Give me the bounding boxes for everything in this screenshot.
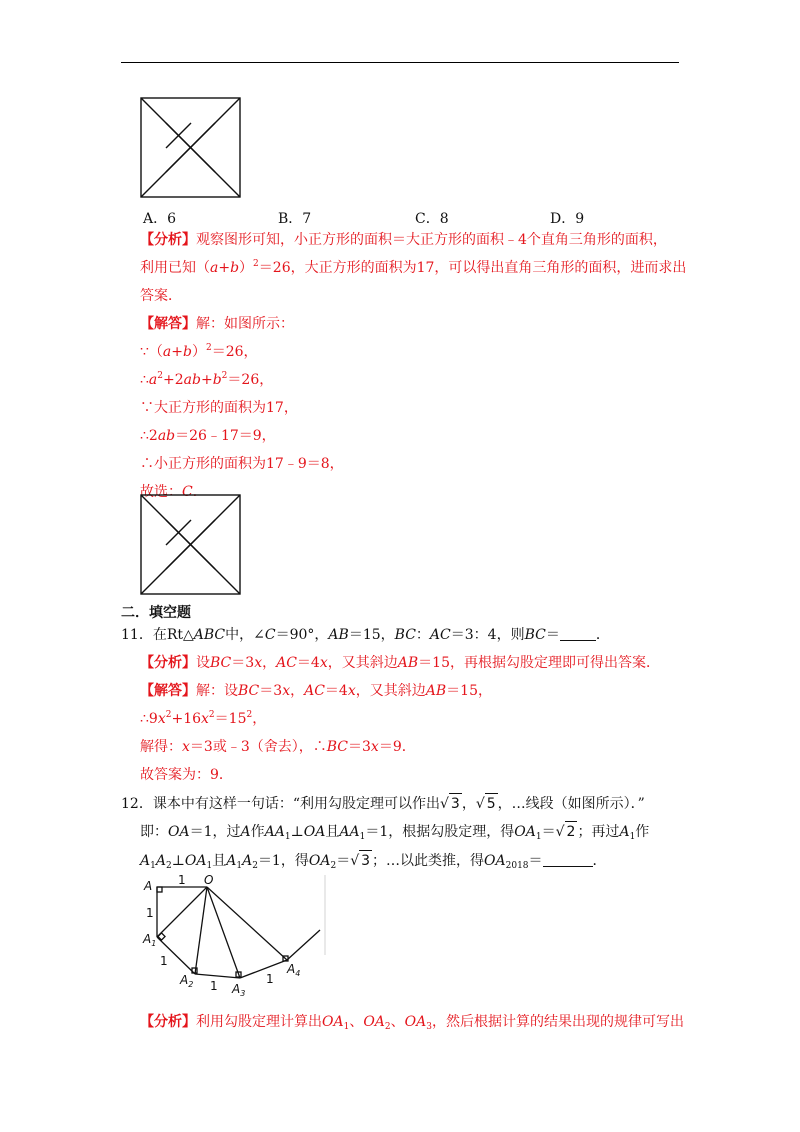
label-a: A [144,879,153,893]
analysis-line-3 [140,286,182,306]
var: AC [276,655,297,671]
label-one-top: 1 [178,873,186,887]
var: OA [322,1014,344,1030]
text: ；…以此类推，得 [372,853,485,869]
solution-tag: 【解答】 [140,683,196,699]
section-heading: 二．填空题 [121,605,191,621]
text: ，又其斜边 [327,655,398,671]
text: 且 [212,853,227,869]
var: a [148,372,158,388]
subscript: 1 [359,832,366,842]
text: 、 [390,1014,405,1030]
text: 故答案为：9． [140,767,233,783]
label-one-a1a2: 1 [160,954,168,968]
var: AC [304,683,325,699]
text: 、 [349,1014,364,1030]
subscript: 2 [252,861,258,871]
q11-solution-line-2 [140,709,266,729]
text: ∴ [140,372,149,388]
var: OA [404,1014,427,1030]
sqrt-3b: √ 3 [350,850,372,871]
var: C [264,627,276,643]
var: x [319,655,328,671]
exponent: 2 [157,371,164,381]
text: ＝3：4，则 [450,627,525,643]
var: A [242,853,253,869]
text: 设 [196,655,210,671]
analysis-tag: 【分析】 [140,232,196,248]
var: x [282,683,291,699]
subscript: 2 [165,861,172,871]
var: a+b [162,344,192,360]
var: OA [308,853,331,869]
text: 中，∠ [225,627,265,643]
var: BC [394,627,416,643]
header-rule [121,62,679,63]
question-number: 12． [121,796,153,812]
var: b [212,372,222,388]
q11-solution-line-1 [140,681,492,701]
text: ， [290,683,305,699]
subscript: 1 [535,832,542,842]
radicand: 3 [449,793,462,814]
var: OA [363,1014,385,1030]
var: x [254,655,263,671]
text: ＝15， [446,683,492,699]
analysis-text: 观察图形可知，小正方形的面积＝大正方形的面积﹣4个直角三角形的面积， [196,232,667,248]
q11-question [121,625,610,645]
q12-line-3 [140,850,607,871]
var: x [347,683,356,699]
radicand: 3 [359,850,372,871]
text: ，…线段（如图所示）．” [497,796,645,812]
text: ＝3 [348,739,371,755]
var: A [155,853,166,869]
text: ＝1，过 [189,824,241,840]
q12-line-1 [121,793,645,814]
text: ＝3 [259,683,283,699]
text: ＝ [528,853,543,869]
analysis-tag: 【分析】 [140,655,196,671]
text: ＝26﹣17＝9， [175,428,276,444]
exponent: 2 [208,710,215,720]
var: x [182,739,190,755]
var: AB [397,655,419,671]
subscript: 1 [629,832,636,842]
label-one-left: 1 [146,906,154,920]
var: BC [210,655,232,671]
radicand: 5 [485,793,498,814]
var: OA [184,853,207,869]
answer-blank[interactable] [543,852,593,867]
exponent: 2 [205,343,212,353]
text: ，又其斜边 [355,683,426,699]
solution-tag: 【解答】 [140,316,196,332]
text: ＝ [541,824,556,840]
text: ＝26， [211,344,258,360]
var: x [370,739,379,755]
answer-blank[interactable] [560,626,596,641]
text: ＝26， [227,372,274,388]
var: ABC [193,627,226,643]
solution-line-3 [140,370,273,390]
subscript: 1 [150,861,156,871]
analysis-line-2 [140,258,686,278]
text: ；再过 [577,824,620,840]
sqrt-2: √ 2 [556,821,578,842]
text: 解：设 [196,683,238,699]
text: ＝15， [348,627,395,643]
text: ⊥ [290,824,304,840]
q11-solution-line-3 [140,737,416,757]
text: 作 [250,824,265,840]
option-d[interactable]: D．9 [550,211,585,227]
label-o: O [204,873,214,887]
text: ＝4 [296,655,320,671]
text: ． [595,627,610,643]
pinwheel-figure-bottom [140,494,242,596]
q11-analysis [140,653,660,673]
analysis-tag: 【分析】 [140,1014,196,1030]
text: ＝3 [231,655,255,671]
label-a1: $A_1$ [143,932,157,948]
subscript: 1 [236,861,243,871]
label-a2: $A_2$ [180,973,194,989]
text: +16 [171,711,202,727]
text: ＝15 [214,711,247,727]
analysis-line-1 [140,230,667,250]
text: 解得： [140,739,182,755]
var: OA [168,824,190,840]
label-a3: $A_3$ [232,982,246,998]
var: x [201,711,209,727]
solution-line-1 [140,314,294,334]
var: BC [326,739,348,755]
subscript: 1 [343,1022,350,1032]
pinwheel-figure-top [140,97,242,199]
text: ∴小正方形的面积为17﹣9＝8， [140,456,344,472]
q12-line-2 [140,821,649,842]
var: A [140,853,151,869]
text: 故选： [140,484,182,500]
var: AB [328,627,349,643]
sqrt-3: √ 3 [440,793,462,814]
text: ＝4 [324,683,348,699]
text: ＝9． [378,739,416,755]
label-one-a3a4: 1 [266,972,274,986]
text: ． [192,484,207,500]
var: AC [429,627,451,643]
var: AA [264,824,285,840]
text: 课本中有这样一句话：“利用勾股定理可以作出 [152,796,440,812]
subscript: 2018 [505,861,529,871]
text: ＝1，得 [257,853,309,869]
option-a[interactable]: A．6 [143,211,177,227]
subscript: 2 [330,861,337,871]
text: + [200,372,213,388]
exponent: 2 [253,259,259,269]
label-one-a2a3: 1 [210,979,218,993]
text: ＝1，根据勾股定理，得 [365,824,515,840]
exponent: 2 [221,371,228,381]
text: ＝15，再根据勾股定理即可得出答案． [418,655,660,671]
text: ： [415,627,430,643]
text: 解：如图所示： [196,316,294,332]
var: A [240,824,251,840]
q12-analysis [140,1012,684,1032]
text: 答案． [140,288,182,304]
var: BC [238,683,260,699]
subscript: 3 [426,1022,432,1032]
label-a4: $A_4$ [287,962,301,978]
question-number: 11． [121,627,153,643]
var: a+b [210,260,240,276]
option-c[interactable]: C．8 [415,211,449,227]
square-root-spiral-figure [140,870,330,1002]
exponent: 2 [165,710,172,720]
answer: C [182,484,193,500]
solution-line-4 [140,398,298,418]
var: ab [157,428,176,444]
var: OA [484,853,506,869]
var: OA [303,824,326,840]
text: ⊥ [171,853,185,869]
text: ∵大正方形的面积为17， [140,400,298,416]
option-b[interactable]: B．7 [278,211,312,227]
text: 利用已知（ [140,260,210,276]
text: ＝3或﹣3（舍去），∴ [189,739,327,755]
text: 利用勾股定理计算出 [196,1014,322,1030]
var: AB [425,683,447,699]
text: ， [262,655,277,671]
text: ） [239,260,254,276]
text: ∵（ [140,344,163,360]
solution-line-5 [140,426,276,446]
text: ，然后根据计算的结果出现的规律可写出 [431,1014,684,1030]
text: ＝ [336,853,351,869]
var: ab [183,372,201,388]
var: A [226,853,237,869]
var: A [619,824,630,840]
radicand: 2 [565,821,578,842]
var: x [157,711,166,727]
subscript: 1 [206,861,213,871]
text: ， [461,796,476,812]
text: ＝26，大正方形的面积为17，可以得出直角三角形的面积，进而求出 [258,260,687,276]
subscript: 1 [284,832,291,842]
var: OA [514,824,536,840]
exponent: 2 [246,710,253,720]
text: 在Rt△ [152,627,194,643]
subscript: 2 [384,1022,391,1032]
text: +2 [163,372,184,388]
solution-line-2 [140,342,258,362]
text: ∴2 [140,428,158,444]
text: 且 [325,824,340,840]
text: ＝90°， [275,627,329,643]
solution-line-6 [140,454,344,474]
sqrt-5: √ 5 [476,793,498,814]
text: ∴9 [140,711,158,727]
text: ＝ [545,627,560,643]
text: ． [592,853,607,869]
var: BC [524,627,546,643]
var: AA [339,824,360,840]
text: 即： [140,824,168,840]
text: ） [191,344,206,360]
text: ， [252,711,267,727]
q11-solution-line-4 [140,765,233,785]
text: 作 [635,824,650,840]
